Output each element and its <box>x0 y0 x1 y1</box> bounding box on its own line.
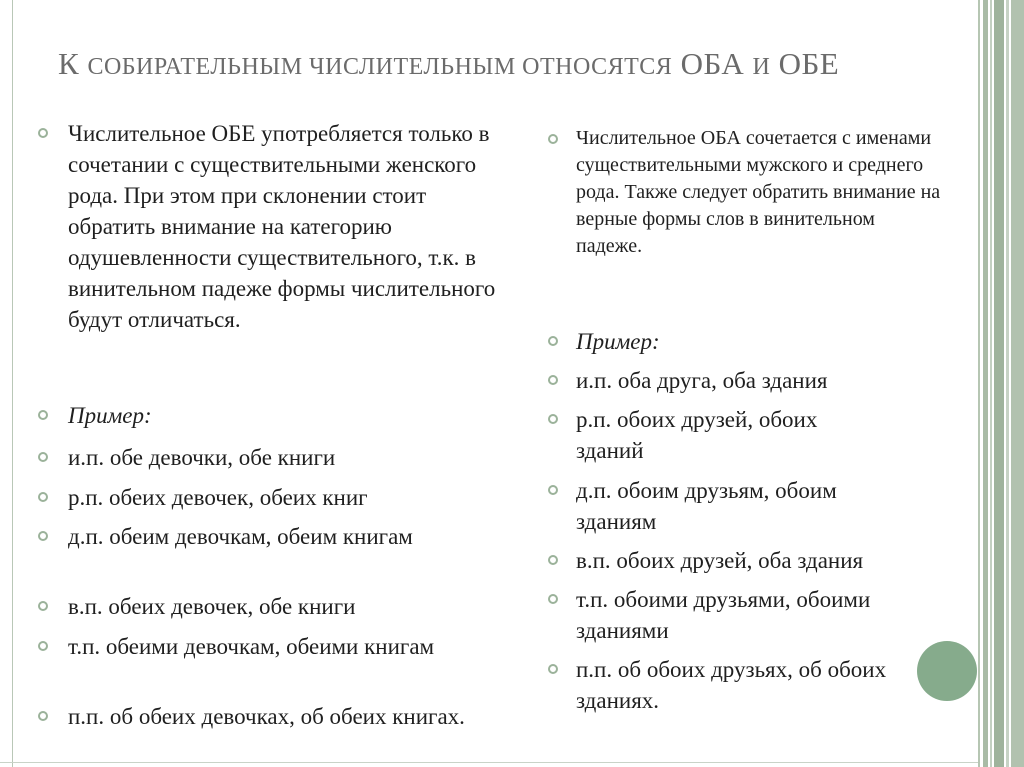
left-case-text: д.п. обеим девочкам, обеим книгам <box>68 524 413 549</box>
list-item <box>548 404 886 466</box>
bullet-icon <box>548 375 558 385</box>
list-item <box>548 545 966 576</box>
right-case-text: и.п. оба друга, оба здания <box>576 368 828 393</box>
right-example-label: Пример: <box>576 329 660 354</box>
list-item <box>38 118 508 335</box>
right-decor-stripe <box>1011 0 1024 767</box>
list-item <box>548 125 946 260</box>
list-item <box>548 326 660 357</box>
bullet-icon <box>38 641 48 651</box>
right-decor-stripe <box>983 0 988 767</box>
list-item <box>38 442 468 473</box>
bullet-icon <box>548 485 558 495</box>
right-case-text: п.п. об обоих друзьях, об обоих зданиях. <box>576 657 887 713</box>
list-item <box>38 400 152 431</box>
left-example-label: Пример: <box>68 403 152 428</box>
list-item <box>38 701 473 732</box>
list-item <box>38 521 423 552</box>
title-first-letter: К <box>58 46 80 81</box>
left-case-text: р.п. обеих девочек, обеих книг <box>68 485 368 510</box>
right-case-text: р.п. обоих друзей, обоих зданий <box>576 407 818 463</box>
list-item <box>548 475 916 537</box>
bullet-icon <box>38 531 48 541</box>
list-item <box>38 591 468 622</box>
left-case-text: п.п. об обеих девочках, об обеих книгах. <box>68 704 465 729</box>
right-case-text: т.п. обоими друзьями, обоими зданиями <box>576 587 871 643</box>
bullet-icon <box>38 601 48 611</box>
slide-title <box>58 46 958 82</box>
left-intro-text: Числительное ОБЕ употребляется только в сочетании с существительными женского рода. При этом при склонении стоит обратить внимание на категорию одушевленности существительного, т.к. в винительном падеже формы числительного будут отличаться. <box>68 121 496 332</box>
bullet-icon <box>38 452 48 462</box>
right-decor-stripe <box>994 0 1004 767</box>
left-case-text: т.п. обеими девочкам, обеими книгам <box>68 634 435 659</box>
title-word-obe: ОБЕ <box>778 46 840 81</box>
bullet-icon <box>548 336 558 346</box>
bullet-icon <box>548 594 558 604</box>
decor-circle <box>917 641 977 701</box>
left-case-text: в.п. обеих девочек, обе книги <box>68 594 356 619</box>
left-border-line <box>12 0 13 767</box>
list-item <box>38 631 448 662</box>
right-intro-text: Числительное ОБА сочетается с именами существительными мужского и среднего рода. Также следует обратить внимание на верные формы слов в винительном падеже. <box>576 127 941 257</box>
title-word-oba: ОБА <box>680 46 745 81</box>
left-case-text: и.п. обе девочки, обе книги <box>68 445 336 470</box>
bullet-icon <box>548 555 558 565</box>
list-item <box>38 482 468 513</box>
right-case-text: в.п. обоих друзей, оба здания <box>576 548 864 573</box>
right-decor-stripe <box>990 0 992 767</box>
list-item <box>548 654 961 716</box>
bullet-icon <box>38 128 48 138</box>
bottom-border-line <box>0 762 980 763</box>
bullet-icon <box>38 492 48 502</box>
right-decor-stripe <box>1006 0 1009 767</box>
bullet-icon <box>38 711 48 721</box>
title-text: СОБИРАТЕЛЬНЫМ ЧИСЛИТЕЛЬНЫМ ОТНОСЯТСЯ <box>87 54 673 80</box>
list-item <box>548 584 956 646</box>
bullet-icon <box>38 410 48 420</box>
bullet-icon <box>548 664 558 674</box>
right-case-text: д.п. обоим друзьям, обоим зданиям <box>576 478 837 534</box>
title-conjunction: И <box>752 54 771 80</box>
bullet-icon <box>548 134 558 144</box>
list-item <box>548 365 966 396</box>
bullet-icon <box>548 414 558 424</box>
right-decor-stripe <box>978 0 980 767</box>
